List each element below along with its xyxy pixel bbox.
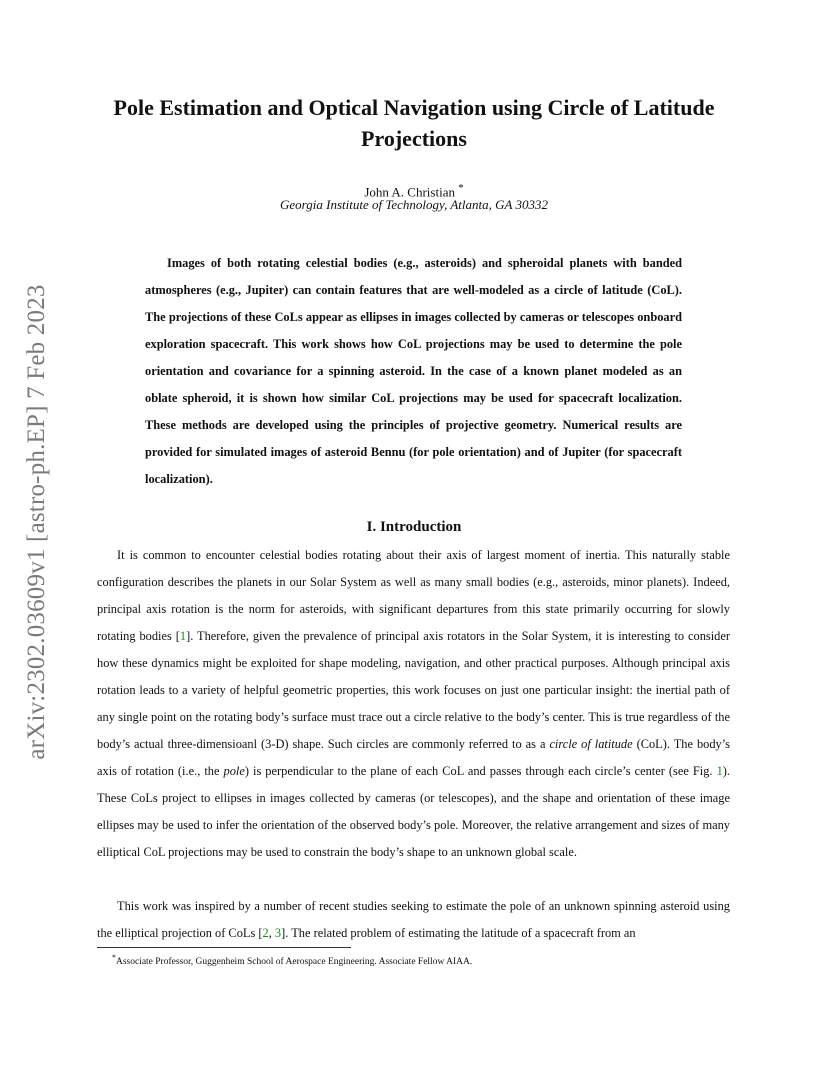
text-run: ) is perpendicular to the plane of each CoL and passes through each circle’s center (see Fig. [244,764,717,778]
author-name: John A. Christian [364,184,455,200]
footnote-mark: * [112,953,116,962]
intro-paragraph-1 [97,542,730,866]
footnote [112,951,472,969]
section-heading: I. Introduction [366,519,462,535]
author-footnote-mark: * [458,182,464,194]
emphasis: circle of latitude [549,737,633,751]
text-run: It is common to encounter celestial bodies rotating about their axis of largest moment of inertia. This naturally stable configuration describes the planets in our Solar System as well as many small bodies (e.g., asteroids, minor planets). Indeed, principal axis rotation is the norm for asteroids, with significant departures from this state primarily occurring for slowly rotating bodies [ [97,548,730,643]
citation-link[interactable]: 2 [262,926,269,940]
text-run: ]. Therefore, given the prevalence of principal axis rotators in the Solar System, it is interesting to consider how these dynamics might be exploited for shape modeling, navigation, and other practical purposes. Although principal axis rotation leads to a variety of helpful geometric properties, this work focuses on just one particular insight: the inertial path of any single point on the rotating body’s surface must trace out a circle relative to the body’s center. This is true regardless of the body’s actual three-dimensioanl (3-D) shape. Such circles are commonly referred to as a [97,629,730,751]
abstract: Images of both rotating celestial bodies (e.g., asteroids) and spheroidal planets with banded atmospheres (e.g., Jupiter) can contain features that are well-modeled as a circle of latitude (CoL). The projections of these CoLs appear as ellipses in images collected by cameras or telescopes onboard exploration spacecraft. This work shows how CoL projections may be used to determine the pole orientation and covariance for a spinning asteroid. In the case of a known planet modeled as an oblate spheroid, it is shown how similar CoL projections may be used for spacecraft localization. These methods are developed using the principles of projective geometry. Numerical results are provided for simulated images of asteroid Bennu (for pole orientation) and of Jupiter (for spacecraft localization). [145,256,682,486]
intro-paragraph-2 [97,893,730,947]
citation-link[interactable]: 3 [274,926,282,940]
text-run: This work was inspired by a number of recent studies seeking to estimate the pole of an unknown spinning asteroid using the elliptical projection of CoLs [ [97,899,730,940]
text-run: (CoL). The body’s axis of rotation (i.e., the [97,737,731,778]
emphasis: pole [223,764,245,778]
text-run: ]. The related problem of estimating the latitude of a spacecraft from an [281,926,636,940]
figure-link[interactable]: 1 [716,764,723,778]
paper-title: Pole Estimation and Optical Navigation using Circle of Latitude Projections [113,95,715,151]
arxiv-stamp-text: arXiv:2302.03609v1 [astro-ph.EP] 7 Feb 2023 [23,284,50,760]
footnote-divider [97,947,351,948]
author-affiliation: Georgia Institute of Technology, Atlanta, GA 30332 [280,197,548,212]
citation-link[interactable]: 1 [179,629,187,643]
footnote-text: Associate Professor, Guggenheim School of Aerospace Engineering. Associate Fellow AIAA. [115,957,473,968]
text-run: , [268,926,275,940]
text-run: ). These CoLs project to ellipses in images collected by cameras (or telescopes), and the shape and orientation of these image ellipses may be used to infer the orientation of the observed body’s pole. Moreover, the relative arrangement and sizes of many elliptical CoL projections may be used to constrain the body’s shape to an unknown global scale. [97,764,730,859]
